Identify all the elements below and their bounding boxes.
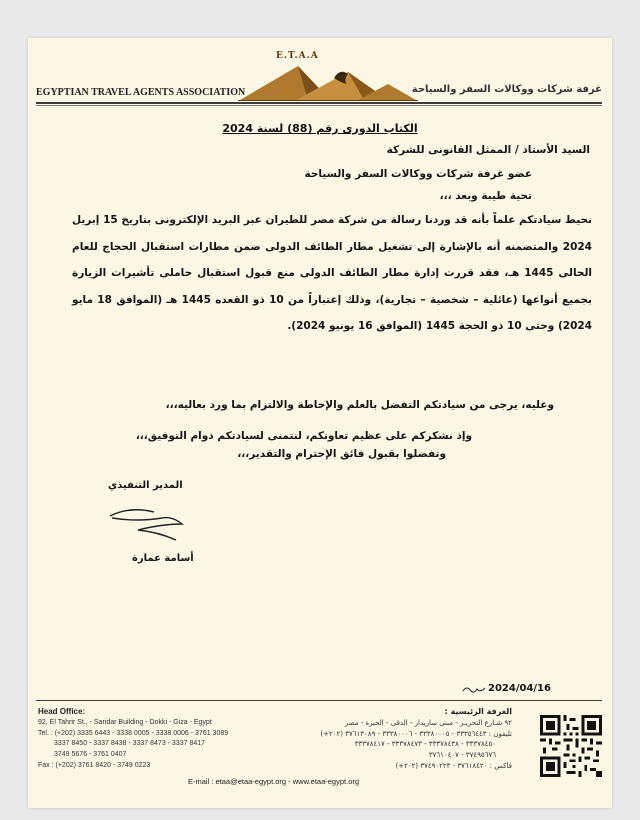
main-office-title-arabic: الغرفة الرئيسية : [444, 707, 512, 716]
phone-arabic-line-3: ٣٧٤٩٥٦٧٦ - ٣٧٦١٠٤٠٧ [428, 751, 496, 759]
pyramids-logo-icon [238, 60, 418, 102]
letter-body-paragraph: نحيط سيادتكم علماً بأنه قد وردنا رسالة من شركة مصر للطيران عبر البريد الإلكترونى بتاريخ 15 إبريل 2024 والمتضمنه أنه بالإشارة إلى تشغيل مطار الطائف الدولى ضمن مطارات استقبال الحجاج للعام الحالى 1445 هـ، فقد قررت إدارة مطار الطائف الدولى منع قبول استقبال حاملى تأشيرات الزيارة بجميع أنواعها (عائلية – شخصية – تجارية)، وذلك إعتباراً من 10 ذو القعده 1445 هـ (الموافق 18 مايو 2024) وحتى 10 ذو الحجة 1445 (الموافق 16 يونيو 2024). [72, 214, 593, 333]
address-english: 92, El Tahrir St., - Saridar Building - Dokki - Giza - Egypt [38, 719, 212, 726]
org-name-arabic: غرفة شركات ووكالات السفر والسياحة [411, 84, 602, 95]
letter-title: الكتاب الدورى رقم (88) لسنة 2024 [222, 122, 418, 135]
org-name-english: EGYPTIAN TRAVEL AGENTS ASSOCIATION [36, 87, 246, 98]
request-line: وعليه، يرجى من سيادتكم التفضل بالعلم والإحاطة والالتزام بما ورد بعاليه،،، [165, 399, 554, 411]
thanks-line: وإذ نشكركم على عظيم تعاونكم، لنتمنى لسيادتكم دوام التوفيق،،، [135, 430, 472, 442]
head-office-title: Head Office: [38, 707, 86, 716]
signatory-name: أسامة عمارة [132, 553, 194, 564]
phone-arabic-line-1: تليفون : ٣٣٣٥٦٤٤٣ - ٣٣٣٨٠٠٠٥ - ٣٣٣٨٠٠٠٦ - ٣٧٦١٣٠٨٩ (٢٠٢+) [320, 730, 512, 738]
qr-code-icon [540, 715, 602, 777]
header-divider-thin [36, 105, 602, 106]
header-divider [36, 102, 602, 104]
date-initials-icon [462, 684, 486, 694]
closing-line: وتفضلوا بقبول فائق الإحترام والتقدير،،، [237, 448, 446, 460]
recipient-line-1: السيد الأستاذ / الممثل القانونى للشركة [386, 144, 590, 156]
address-arabic: ٩٢ شـارع التحريـر - مبنى ساريدار - الدقى - الجيزة - مصر [344, 719, 512, 727]
phone-line-2: 3337 8450 - 3337 8438 - 3337 8473 - 3337 8417 [54, 740, 206, 747]
footer-divider [36, 700, 602, 701]
phone-line-1: Tel. : (+202) 3335 6443 - 3338 0005 - 3338 0006 - 3761 3089 [38, 730, 229, 737]
phone-line-3: 3749 5676 - 3761 0407 [54, 751, 127, 758]
greeting: تحية طيبة وبعد ،،، [439, 190, 532, 202]
logo-abbreviation: E.T.A.A [276, 51, 319, 61]
letter-page [28, 38, 612, 808]
signatory-title: المدير التنفيذي [108, 480, 183, 491]
recipient-line-2: عضو غرفة شركات ووكالات السفر والسياحة [304, 168, 532, 180]
letter-date: 2024/04/16 [488, 683, 551, 694]
signature-icon [106, 504, 196, 544]
fax-arabic: فاكس : ٣٧٦١٨٤٢٠ - ٣٧٤٩٠٢٢٣ (٢٠٢+) [395, 762, 512, 770]
fax-line: Fax : (+202) 3761 8420 - 3749 0223 [38, 762, 151, 769]
phone-arabic-line-2: ٣٣٣٧٨٤٥٠ - ٣٣٣٧٨٤٣٨ - ٣٣٣٧٨٤٧٣ - ٣٣٣٧٨٤١٧ [354, 740, 496, 748]
email-website: E-mail : etaa@etaa-egypt.org - www.etaa-egypt.org [188, 777, 360, 786]
